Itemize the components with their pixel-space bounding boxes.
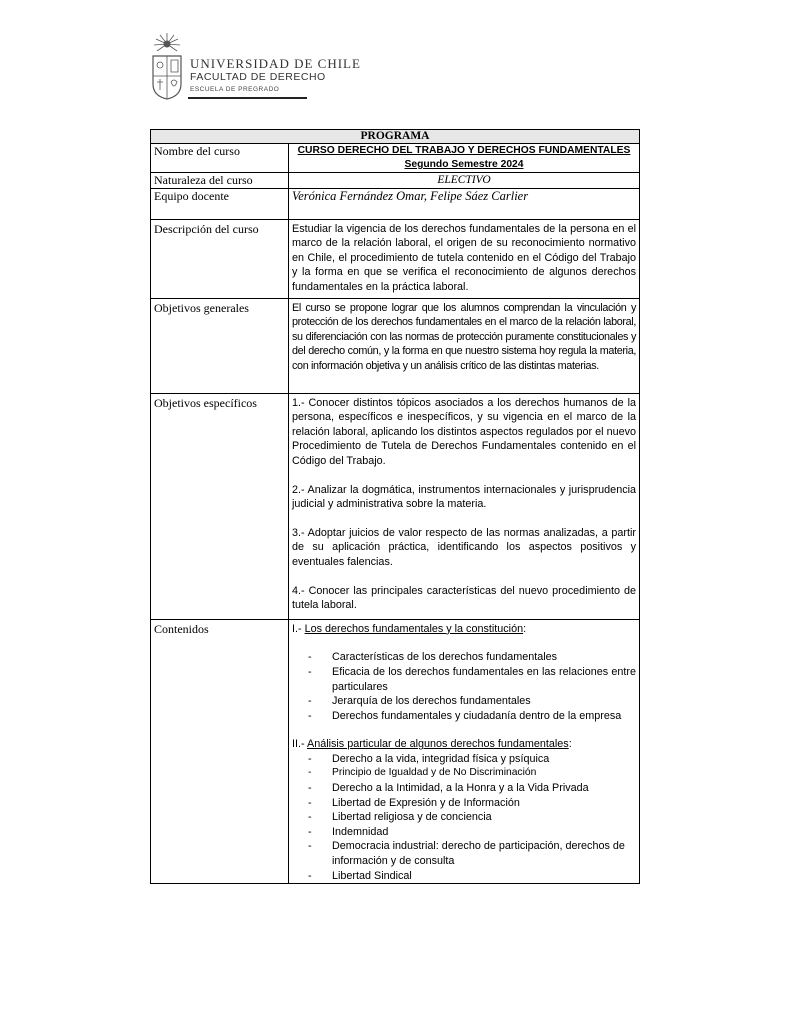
description-label: Descripción del curso [151, 219, 289, 298]
course-description: Estudiar la vigencia de los derechos fundamentales de la persona en el marco de la relación laboral, el origen de su reconocimiento normativo en Chile, el procedimiento de tutela contenido en el Código del Trabajo y la forma en que se verifica el reconocimiento de algunos derechos fundamentales en la práctica laboral. [289, 219, 640, 298]
unit-topic-list [292, 650, 636, 723]
specific-objective: 3.- Adoptar juicios de valor respecto de las normas analizadas, a partir de su aplicación práctica, identificando los aspectos positivos y eventuales falencias. [292, 526, 636, 568]
program-table [150, 129, 640, 884]
specific-objectives [289, 393, 640, 619]
teaching-team: Verónica Fernández Omar, Felipe Sáez Carlier [289, 188, 640, 219]
unit-topic-list [292, 752, 636, 883]
course-name-cell [289, 144, 640, 173]
unit-heading: I.- Los derechos fundamentales y la constitución: [292, 622, 527, 635]
list-item: - Características de los derechos fundamentales [308, 650, 636, 665]
general-objectives-row [151, 298, 640, 393]
description-row [151, 219, 640, 298]
course-nature: ELECTIVO [289, 173, 640, 189]
university-logo [150, 32, 361, 102]
list-item: - Derecho a la vida, integridad física y psíquica [308, 752, 636, 767]
unit-heading: II.- Análisis particular de algunos derechos fundamentales: [292, 738, 572, 751]
teaching-team-row [151, 188, 640, 219]
faculty-name: FACULTAD DE DERECHO [190, 71, 326, 83]
course-name: CURSO DERECHO DEL TRABAJO Y DERECHOS FUNDAMENTALES [297, 145, 631, 156]
unit-title: Análisis particular de algunos derechos fundamentales [307, 738, 569, 751]
list-item: - Jerarquía de los derechos fundamentales [308, 694, 636, 709]
list-item: - Libertad de Expresión y de Información [308, 796, 636, 811]
university-name: UNIVERSIDAD DE CHILE [190, 56, 361, 71]
specific-objectives-label: Objetivos específicos [151, 393, 289, 619]
list-item: - Libertad religiosa y de conciencia [308, 810, 636, 825]
university-seal-icon [150, 32, 184, 100]
contents [289, 619, 640, 884]
logo-divider [188, 97, 307, 99]
specific-objective: 2.- Analizar la dogmática, instrumentos internacionales y jurisprudencia judicial y administrativa sobre la materia. [292, 483, 636, 511]
specific-objectives-row [151, 393, 640, 619]
specific-objective: 1.- Conocer distintos tópicos asociados a los derechos humanos de la persona, específicos e inespecíficos, y su vigencia en el marco de la relación laboral, aplicando los distintos aspectos regulados por el nuevo Procedimiento de Tutela de Derechos Fundamentales contenido en el Código del Trabajo. [292, 396, 636, 467]
course-nature-label: Naturaleza del curso [151, 173, 289, 189]
unit-title: Los derechos fundamentales y la constitución [304, 622, 524, 635]
general-objectives-label: Objetivos generales [151, 298, 289, 393]
course-semester: Segundo Semestre 2024 [404, 159, 524, 170]
program-title-row [151, 130, 640, 144]
contents-row [151, 619, 640, 884]
school-name: ESCUELA DE PREGRADO [190, 86, 280, 93]
course-name-label: Nombre del curso [151, 144, 289, 173]
list-item: - Libertad Sindical [308, 869, 636, 884]
contents-label: Contenidos [151, 619, 289, 884]
general-objectives: El curso se propone lograr que los alumnos comprendan la vinculación y protección de los derechos fundamentales en el marco de la relación laboral, su diferenciación con las normas de protección puramente constitucionales y del derecho común, y la forma en que nuestro sistema hoy regula la materia, con información objetiva y un análisis crítico de las distintas materias. [289, 298, 640, 393]
course-nature-row [151, 173, 640, 189]
course-name-row [151, 144, 640, 173]
list-item: - Principio de Igualdad y de No Discriminación [308, 766, 636, 781]
list-item: - Derechos fundamentales y ciudadanía dentro de la empresa [308, 709, 636, 724]
list-item: - Derecho a la Intimidad, a la Honra y a la Vida Privada [308, 781, 636, 796]
teaching-team-label: Equipo docente [151, 188, 289, 219]
list-item: - Eficacia de los derechos fundamentales en las relaciones entre particulares [308, 665, 636, 694]
list-item: - Indemnidad [308, 825, 636, 840]
list-item: - Democracia industrial: derecho de participación, derechos de información y de consulta [308, 839, 636, 868]
program-title: PROGRAMA [151, 130, 640, 144]
specific-objective: 4.- Conocer las principales características del nuevo procedimiento de tutela laboral. [292, 584, 636, 612]
